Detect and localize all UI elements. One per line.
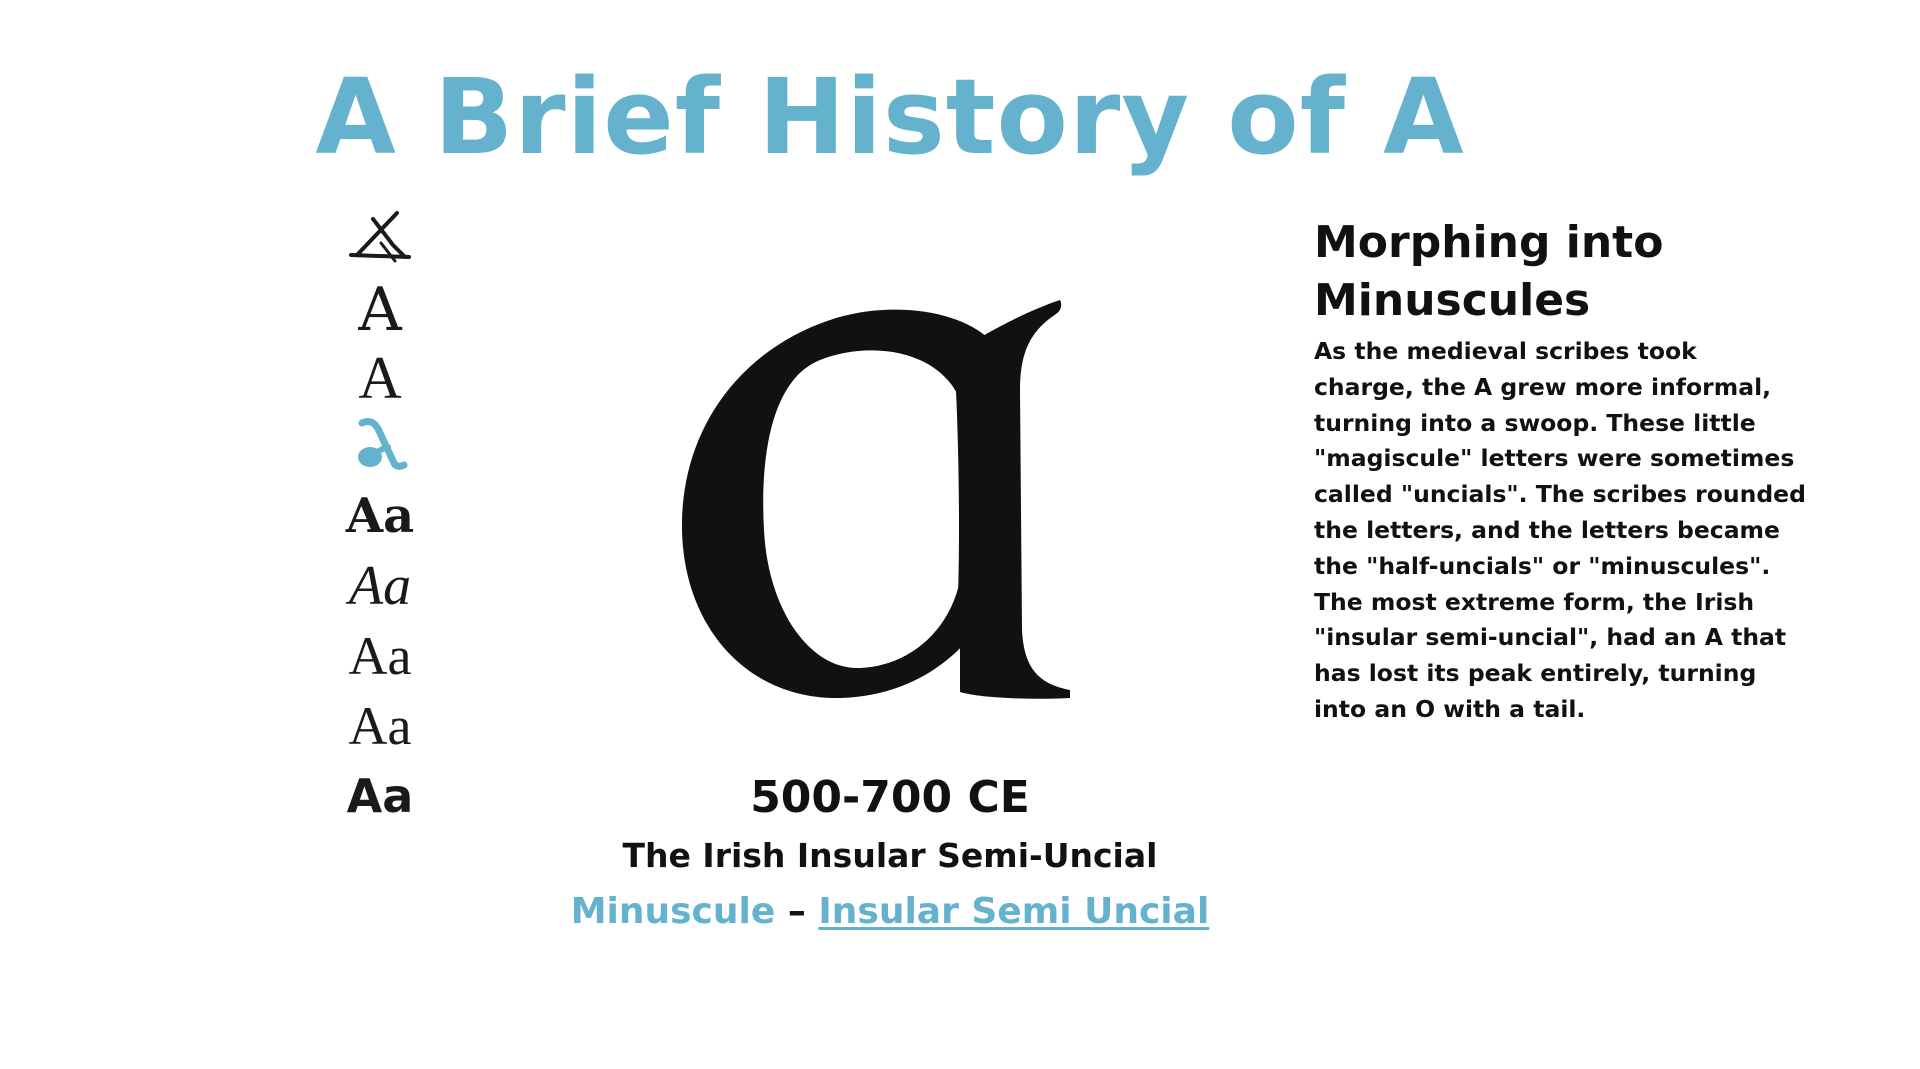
side-panel-heading — [1314, 214, 1874, 330]
roman-rustic-a-glyph: A — [358, 345, 402, 411]
proto-sinaitic-a-icon — [345, 205, 415, 271]
italic-aa-glyph: Aa — [348, 555, 412, 617]
category-label: Minuscule — [570, 891, 776, 932]
slide-title: A Brief History of A — [315, 56, 1465, 178]
side-heading-line-2: Minuscules — [1314, 275, 1591, 326]
script-name-subtitle: The Irish Insular Semi-Uncial — [622, 836, 1158, 875]
oldstyle-aa-glyph: Aa — [348, 626, 412, 686]
insular-semi-uncial-link[interactable]: Insular Semi Uncial — [818, 891, 1210, 932]
classification-line — [560, 888, 1220, 936]
body-line: has lost its peak entirely, turning — [1314, 659, 1757, 688]
proto-sinaitic-a-glyph — [330, 205, 430, 275]
insular-semi-uncial-a-illustration — [660, 280, 1120, 740]
modern-serif-aa-glyph: Aa — [348, 696, 412, 756]
body-line: the "half-uncials" or "minuscules". — [1314, 551, 1771, 580]
roman-capital-a-glyph: A — [358, 275, 402, 345]
body-line: "insular semi-uncial", had an A that — [1314, 623, 1787, 652]
body-line: charge, the A grew more informal, — [1314, 372, 1772, 401]
insular-semi-uncial-a-icon — [660, 280, 1120, 740]
body-line: called "uncials". The scribes rounded — [1314, 480, 1806, 509]
uncial-a-icon — [352, 413, 408, 473]
body-line: into an O with a tail. — [1314, 694, 1586, 723]
body-line: As the medieval scribes took — [1314, 337, 1697, 365]
side-panel-body — [1314, 334, 1874, 728]
sans-serif-aa-glyph: Aa — [346, 769, 414, 823]
side-heading-line-1: Morphing into — [1314, 217, 1664, 268]
body-line: The most extreme form, the Irish — [1314, 587, 1755, 616]
blackletter-aa-glyph: Aa — [345, 488, 415, 544]
body-line: turning into a swoop. These little — [1314, 408, 1756, 437]
uncial-a-highlighted-glyph — [330, 413, 430, 483]
separator: – — [787, 891, 806, 932]
era-date: 500-700 CE — [750, 772, 1030, 823]
body-line: "magiscule" letters were sometimes — [1314, 444, 1795, 473]
body-line: the letters, and the letters became — [1314, 515, 1780, 544]
